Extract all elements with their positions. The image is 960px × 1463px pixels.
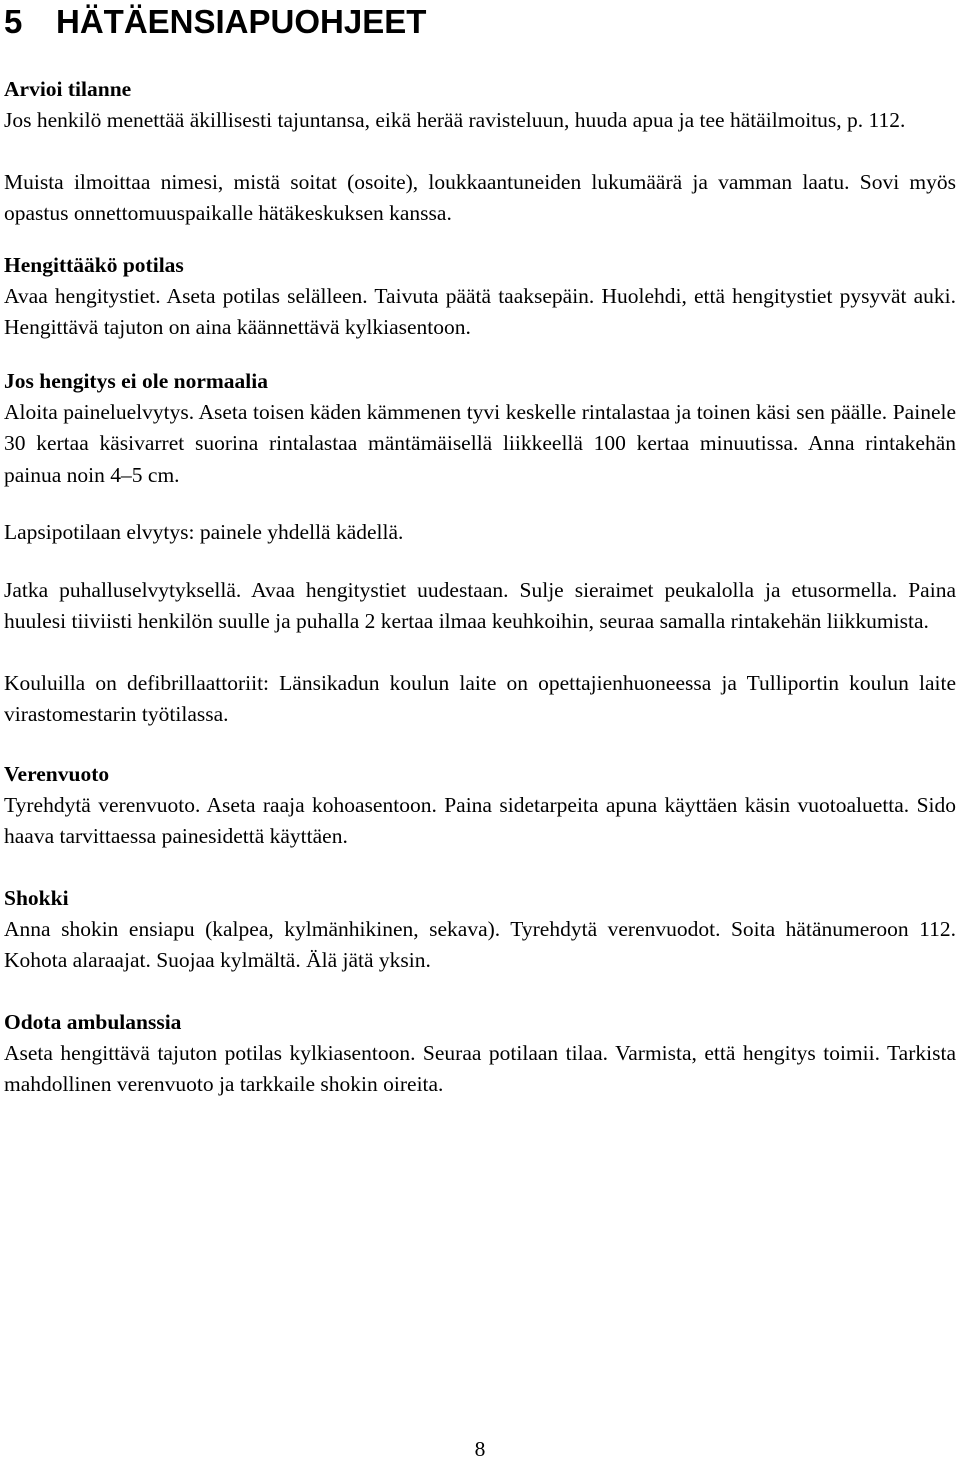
section-jos-hengitys-ei-ole-normaalia <box>4 366 956 731</box>
page-number: 8 <box>474 1437 486 1461</box>
paragraph: Tyrehdytä verenvuoto. Aseta raaja kohoasentoon. Paina sidetarpeita apuna käyttäen käsin vuotoaluetta. Sido haava tarvittaessa painesidettä käyttäen. <box>4 792 956 848</box>
chapter-number: 5 <box>4 3 23 40</box>
paragraph: Avaa hengitystiet. Aseta potilas selälleen. Taivuta päätä taaksepäin. Huolehdi, että hengitystiet pysyvät auki. Hengittävä tajuton on aina käännettävä kylkiasentoon. <box>4 283 956 339</box>
section-odota-ambulanssia <box>4 1007 956 1101</box>
section-heading: Shokki <box>4 885 69 910</box>
section-shokki <box>4 883 956 977</box>
section-heading: Arvioi tilanne <box>4 77 132 101</box>
section-verenvuoto <box>4 759 956 853</box>
paragraph: Jatka puhalluselvytyksellä. Avaa hengitystiet uudestaan. Sulje sieraimet peukalolla ja etusormella. Paina huulesi tiiviisti henkilön suulle ja puhalla 2 kertaa ilmaa keuhkoihin, seuraa samalla rintakehän liikkumista. <box>4 577 956 633</box>
chapter-title <box>4 0 956 42</box>
section-heading: Odota ambulanssia <box>4 1009 182 1034</box>
paragraph: Anna shokin ensiapu (kalpea, kylmänhikinen, sekava). Tyrehdytä verenvuodot. Soita hätänumeroon 112. Kohota alaraajat. Suojaa kylmältä. Älä jätä yksin. <box>4 916 956 972</box>
chapter-title-text: HÄTÄENSIAPUOHJEET <box>56 3 427 40</box>
paragraph: Aloita paineluelvytys. Aseta toisen käden kämmenen tyvi keskelle rintalastaa ja toinen käsi sen päälle. Painele 30 kertaa käsivarret suorina rintalastaa mäntämäisellä liikkeellä 100 kertaa minuutissa. Anna rintakehän painua noin 4–5 cm. <box>4 399 956 487</box>
paragraph: Aseta hengittävä tajuton potilas kylkiasentoon. Seuraa potilaan tilaa. Varmista, että hengitys toimii. Tarkista mahdollinen verenvuoto ja tarkkaile shokin oireita. <box>4 1040 956 1096</box>
paragraph: Jos henkilö menettää äkillisesti tajuntansa, eikä herää ravisteluun, huuda apua ja tee hätäilmoitus, p. 112. <box>4 108 906 132</box>
section-heading: Hengittääkö potilas <box>4 252 184 277</box>
document-page <box>4 0 956 1101</box>
section-heading: Verenvuoto <box>4 761 110 786</box>
section-arvioi-tilanne <box>4 74 956 230</box>
paragraph: Muista ilmoittaa nimesi, mistä soitat (osoite), loukkaantuneiden lukumäärä ja vamman laatu. Sovi myös opastus onnettomuuspaikalle hätäkeskuksen kanssa. <box>4 169 956 225</box>
paragraph: Lapsipotilaan elvytys: painele yhdellä kädellä. <box>4 520 404 544</box>
paragraph: Kouluilla on defibrillaattoriit: Länsikadun koulun laite on opettajienhuoneessa ja Tulliportin koulun laite virastomestarin työtilassa. <box>4 670 956 726</box>
section-heading: Jos hengitys ei ole normaalia <box>4 368 268 393</box>
section-hengittaako-potilas <box>4 250 956 344</box>
